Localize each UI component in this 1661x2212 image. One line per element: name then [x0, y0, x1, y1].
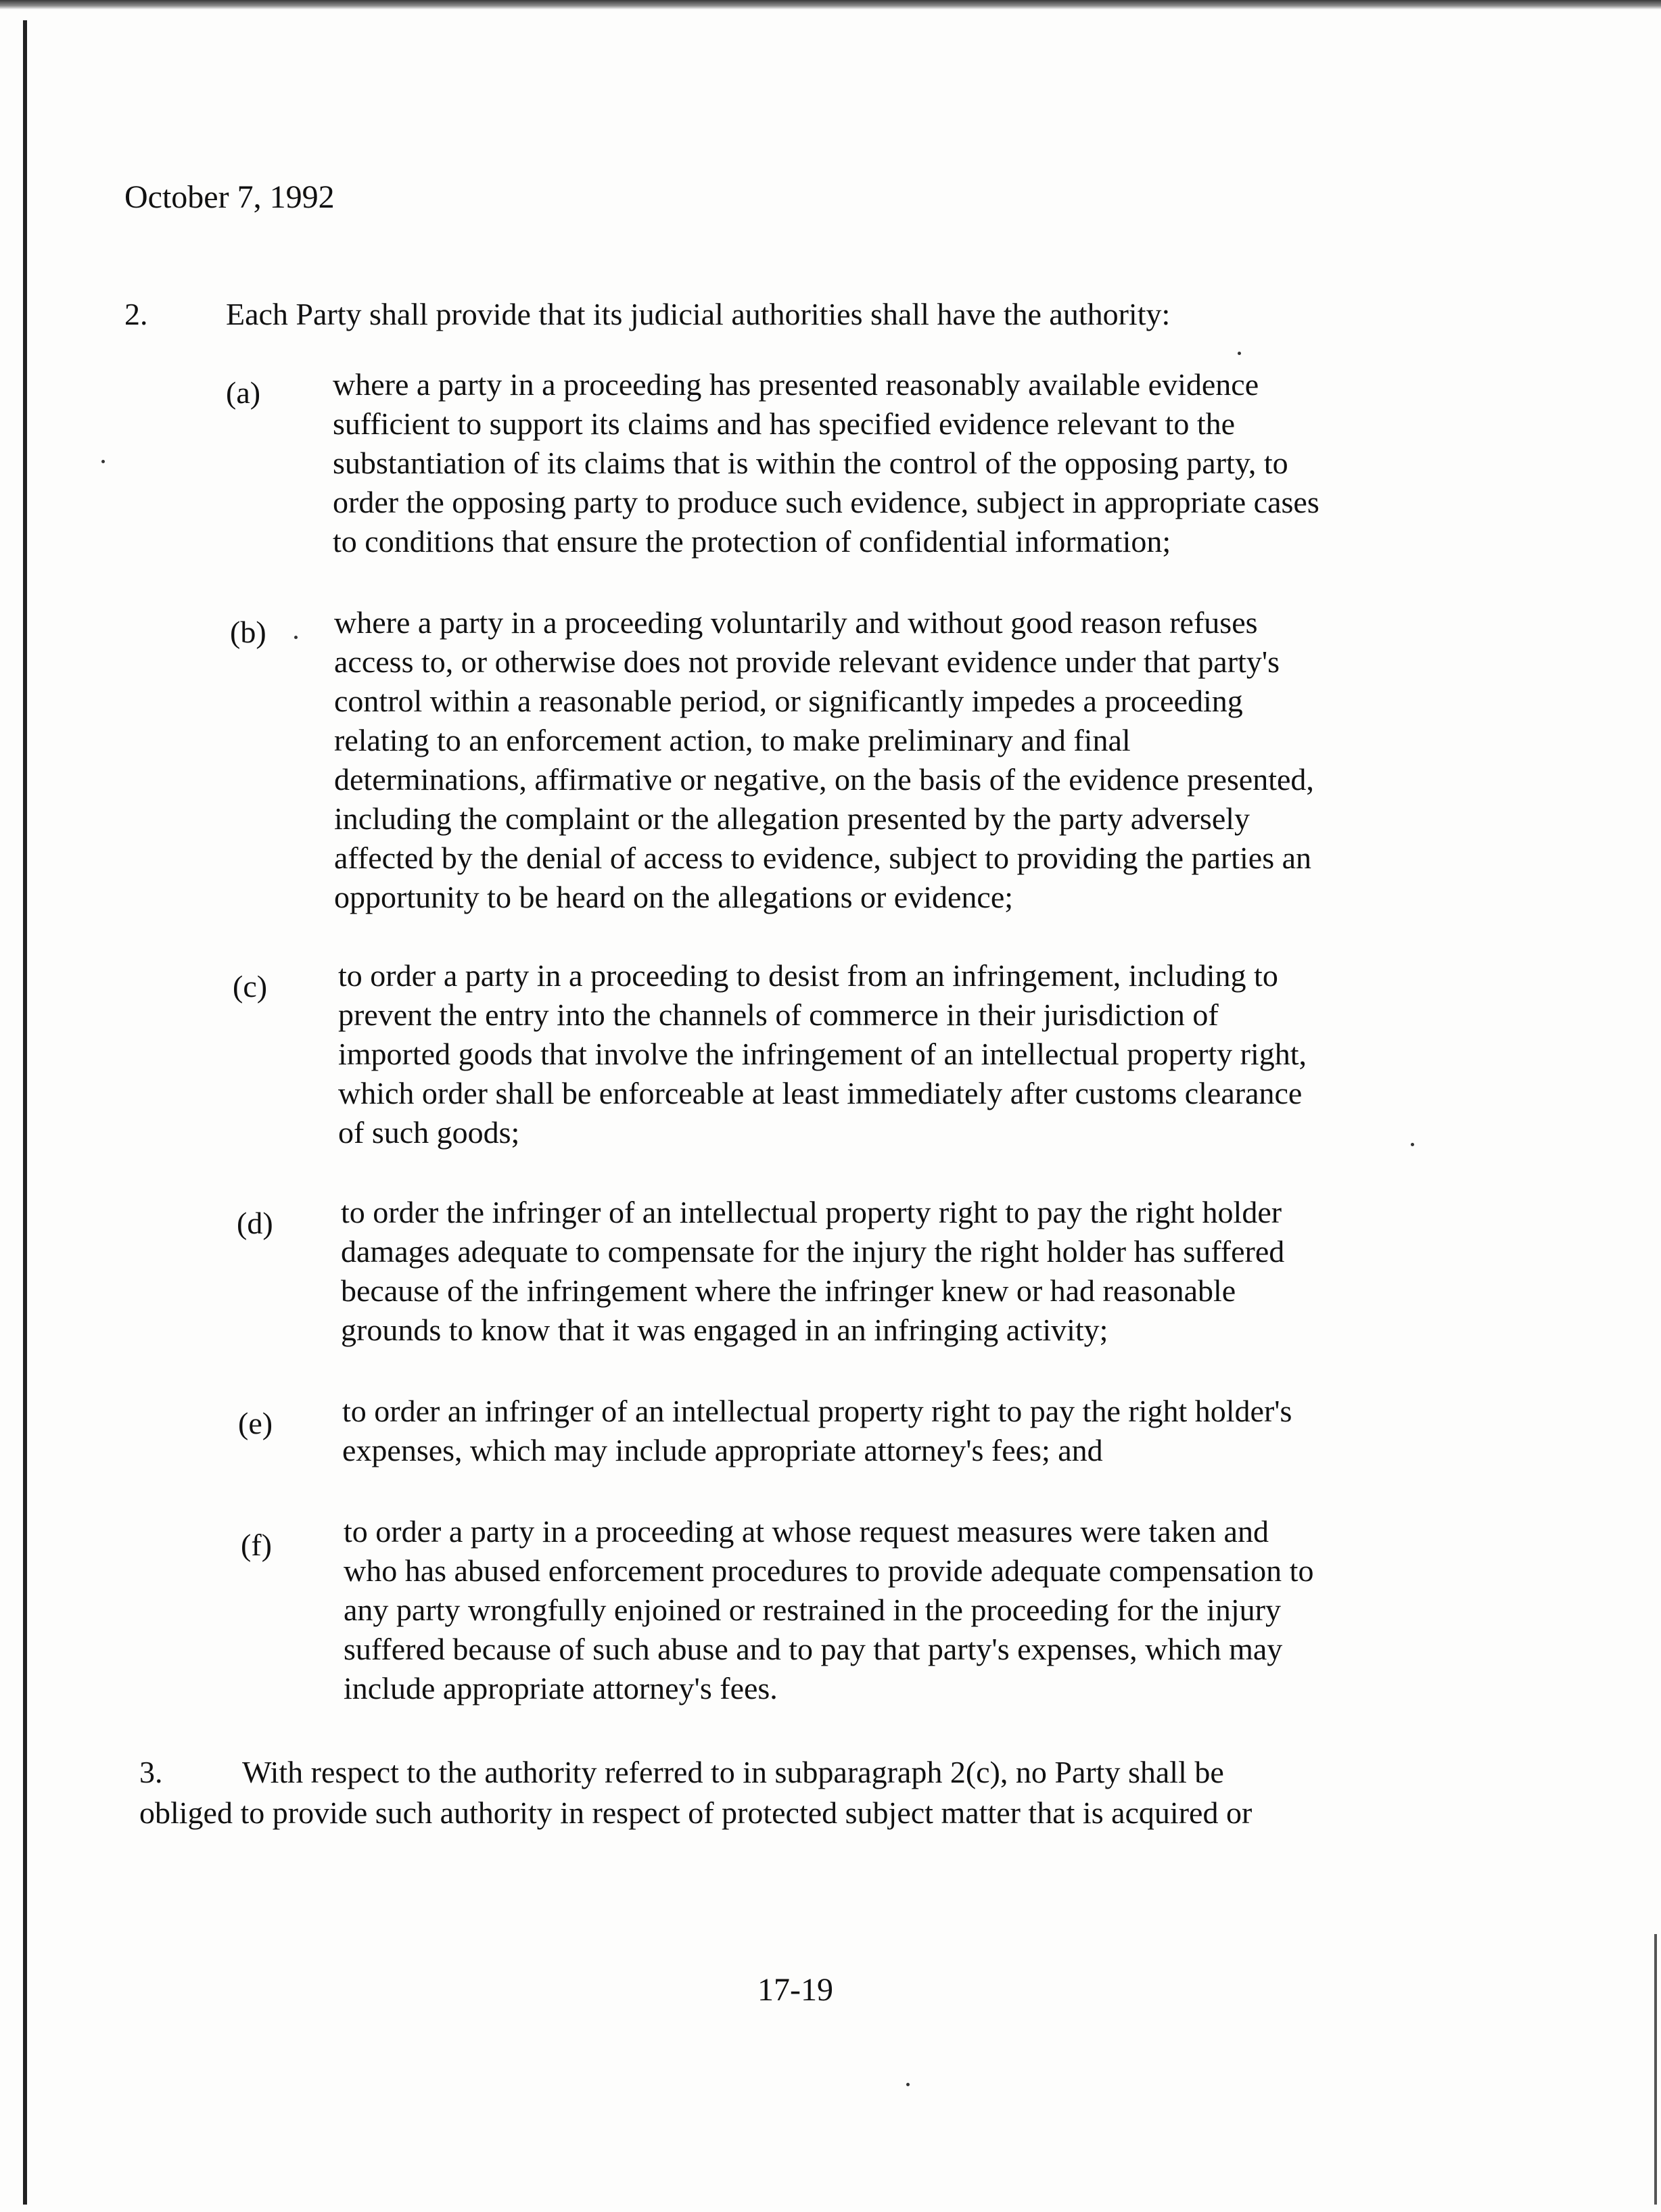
paragraph-2-number: 2. [124, 297, 148, 331]
item-f-line: include appropriate attorney's fees. [344, 1671, 778, 1705]
item-c-label: (c) [233, 969, 268, 1004]
item-c-line: which order shall be enforceable at least immediately after customs clearance [338, 1076, 1303, 1110]
paragraph-3-line-2: obliged to provide such authority in respect of protected subject matter that is acquired or [139, 1795, 1253, 1830]
item-a-line: where a party in a proceeding has presented reasonably available evidence [333, 367, 1259, 402]
item-b-line: relating to an enforcement action, to make preliminary and final [334, 723, 1131, 757]
item-d-line: because of the infringement where the infringer knew or had reasonable [341, 1273, 1236, 1308]
item-c-text [338, 956, 1307, 1152]
document-date: October 7, 1992 [124, 179, 335, 215]
item-a-text [333, 365, 1319, 561]
scan-speck [101, 460, 105, 463]
item-b-label: (b) [230, 615, 266, 649]
item-a-line: substantiation of its claims that is within the control of the opposing party, to [333, 446, 1288, 480]
paragraph-3-line-1: With respect to the authority referred to in subparagraph 2(c), no Party shall be [242, 1755, 1224, 1789]
scan-speck [906, 2083, 910, 2086]
item-e-line: expenses, which may include appropriate attorney's fees; and [342, 1433, 1103, 1467]
item-d-line: damages adequate to compensate for the injury the right holder has suffered [341, 1234, 1285, 1269]
scan-edge-left [23, 20, 27, 2205]
item-b-line: opportunity to be heard on the allegations or evidence; [334, 880, 1014, 914]
item-b-line: determinations, affirmative or negative, on the basis of the evidence presented, [334, 762, 1314, 797]
item-f-text [344, 1512, 1313, 1708]
scan-edge-right [1654, 1934, 1657, 2205]
item-f-line: to order a party in a proceeding at whose request measures were taken and [344, 1514, 1269, 1549]
item-b-line: affected by the denial of access to evidence, subject to providing the parties an [334, 841, 1312, 875]
page-number: 17-19 [757, 1972, 833, 2008]
item-d-line: grounds to know that it was engaged in an infringing activity; [341, 1313, 1108, 1347]
scan-speck [1411, 1143, 1414, 1146]
item-f-line: any party wrongfully enjoined or restrained in the proceeding for the injury [344, 1593, 1281, 1627]
item-a-line: sufficient to support its claims and has specified evidence relevant to the [333, 406, 1236, 441]
item-c-line: of such goods; [338, 1115, 520, 1150]
item-d-line: to order the infringer of an intellectual property right to pay the right holder [341, 1195, 1282, 1229]
item-c-line: imported goods that involve the infringement of an intellectual property right, [338, 1037, 1307, 1071]
item-a-label: (a) [226, 375, 261, 410]
item-b-line: access to, or otherwise does not provide relevant evidence under that party's [334, 644, 1280, 679]
item-f-line: who has abused enforcement procedures to provide adequate compensation to [344, 1553, 1314, 1588]
item-f-label: (f) [241, 1528, 272, 1562]
item-b-line: including the complaint or the allegation presented by the party adversely [334, 801, 1250, 836]
item-b-text [334, 603, 1314, 917]
paragraph-3-number: 3. [139, 1755, 163, 1789]
item-d-label: (d) [237, 1206, 273, 1240]
item-b-line: control within a reasonable period, or significantly impedes a proceeding [334, 684, 1243, 718]
item-d-text [341, 1193, 1284, 1350]
scan-edge-top [0, 0, 1661, 9]
paragraph-2-intro: Each Party shall provide that its judicial authorities shall have the authority: [226, 297, 1171, 331]
item-e-line: to order an infringer of an intellectual property right to pay the right holder's [342, 1394, 1292, 1428]
item-c-line: prevent the entry into the channels of commerce in their jurisdiction of [338, 997, 1219, 1032]
scan-speck [294, 636, 298, 639]
item-a-line: to conditions that ensure the protection of confidential information; [333, 524, 1171, 559]
item-b-line: where a party in a proceeding voluntarily and without good reason refuses [334, 605, 1258, 640]
item-e-text [342, 1392, 1292, 1470]
item-a-line: order the opposing party to produce such evidence, subject in appropriate cases [333, 485, 1319, 519]
item-f-line: suffered because of such abuse and to pay that party's expenses, which may [344, 1632, 1283, 1666]
item-c-line: to order a party in a proceeding to desist from an infringement, including to [338, 958, 1278, 993]
scan-speck [1238, 352, 1241, 355]
item-e-label: (e) [238, 1406, 273, 1440]
